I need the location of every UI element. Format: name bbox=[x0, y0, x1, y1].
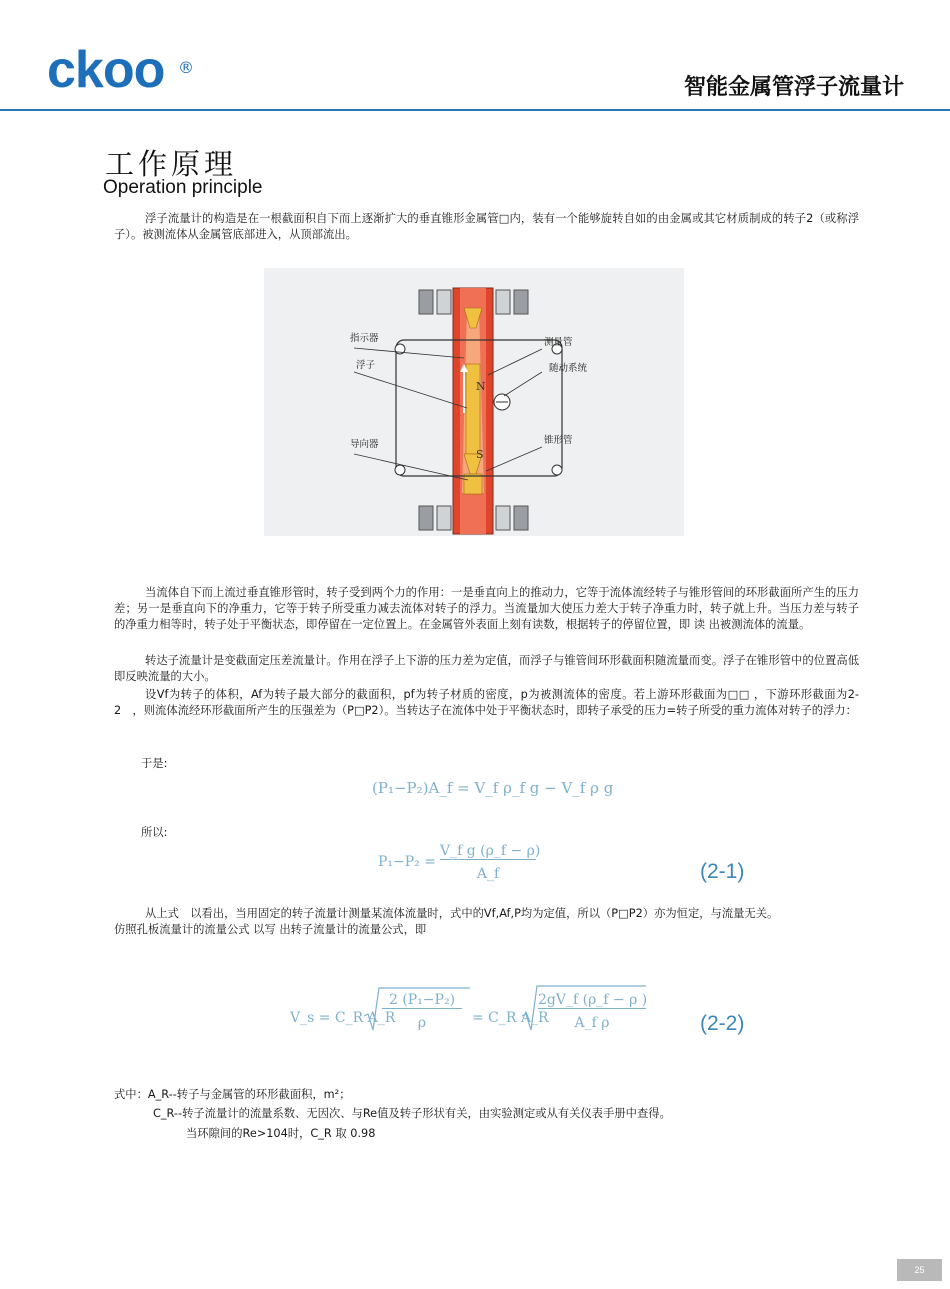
formula-2-2-denominator-1: ρ bbox=[417, 1015, 427, 1031]
label-follower-system: 随动系统 bbox=[549, 363, 588, 374]
body-paragraph-3: 设Vf为转子的体积，Af为转子最大部分的截面积，pf为转子材质的密度，p为被测流体的密度。若上游环形截面为□□ ，下游环形截面为2-2 ，则流体流经环形截面所产生的压强差为（P□P2）。当转达子在流体中处于平衡状态时，即转子承受的压力=转子所受的重力流体对转子的浮力： bbox=[114, 688, 859, 717]
formula-2-2-numerator-1: 2 (P₁−P₂) bbox=[382, 992, 462, 1009]
label-suoyi: 所以: bbox=[141, 826, 168, 839]
brand-logo: ckoo bbox=[47, 41, 165, 99]
formula-2-1-denominator: A_f bbox=[476, 866, 500, 882]
body-paragraph-4a: 从上式 以看出，当用固定的转子流量计测量某流体流量时，式中的Vf,Af,P均为定值，所以（P□P2）亦为恒定，与流量无关。 bbox=[145, 907, 779, 920]
label-indicator: 指示器 bbox=[350, 333, 379, 344]
formula-2-1-lhs: P₁−P₂ = bbox=[378, 854, 436, 870]
definition-ar: 式中：A_R--转子与金属管的环形截面积，m²； bbox=[114, 1088, 351, 1101]
label-cone-tube: 锥形管 bbox=[544, 435, 573, 446]
header-divider bbox=[0, 109, 950, 111]
section-title-zh: 工作原理 bbox=[105, 147, 238, 181]
equation-number-2-2: (2-2) bbox=[700, 1012, 745, 1035]
registered-mark: ® bbox=[178, 58, 194, 77]
formula-2-2-mid: = C_R A_R bbox=[472, 1010, 549, 1026]
flowmeter-diagram bbox=[264, 268, 684, 536]
product-title: 智能金属管浮子流量计 bbox=[683, 75, 904, 100]
magnet-n-label: N bbox=[476, 380, 486, 393]
formula-2-1-numerator: V_f g (ρ_f − ρ) bbox=[440, 843, 541, 859]
flowmeter-schematic-svg bbox=[264, 268, 684, 536]
formula-force-balance: (P₁−P₂)A_f = V_f ρ_f g − V_f ρ g bbox=[372, 779, 614, 797]
body-paragraph-1: 当流体自下而上流过垂直锥形管时，转子受到两个力的作用：一是垂直向上的推动力，它等于流体流经转子与锥形管间的环形截面所产生的压力差；另一是垂直向下的净重力，它等于转子所受重力减去流体对转子的浮力。当流量加大使压力差大于转子净重力时，转子就上升。当压力差与转子的净重力相等时，转子处于平衡状态，即停留在一定位置上。在金属管外表面上刻有读数，根据转子的停留位置，即 读 出被测流体的流量。 bbox=[114, 586, 859, 631]
formula-2-2-numerator-2: 2gV_f (ρ_f − ρ ) bbox=[538, 992, 648, 1008]
magnet-s-label: S bbox=[476, 448, 484, 461]
page-number: 25 bbox=[897, 1259, 942, 1281]
definition-cr: C_R--转子流量计的流量系数、无因次、与Re值及转子形状有关，由实验测定或从有关仪表手册中查得。 bbox=[153, 1107, 671, 1120]
intro-paragraph: 浮子流量计的构造是在一根截面积自下而上逐渐扩大的垂直锥形金属管□内，装有一个能够旋转自如的由金属或其它材质制成的转子2（或称浮子）。被测流体从金属管底部进入，从顶部流出。 bbox=[114, 212, 859, 241]
label-measuring-tube: 测量管 bbox=[544, 337, 573, 348]
body-paragraph-4b: 仿照孔板流量计的流量公式 以写 出转子流量计的流量公式，即 bbox=[114, 923, 427, 936]
label-yushi: 于是: bbox=[141, 757, 168, 770]
formula-2-2-lhs: V_s = C_R A_R bbox=[290, 1010, 396, 1026]
label-float: 浮子 bbox=[356, 360, 376, 371]
formula-2-2-denominator-2: A_f ρ bbox=[574, 1015, 610, 1031]
body-paragraph-2: 转达子流量计是变截面定压差流量计。作用在浮子上下游的压力差为定值，而浮子与锥管间环形截面积随流量而变。浮子在锥形管中的位置高低即反映流量的大小。 bbox=[114, 654, 859, 683]
label-guide: 导向器 bbox=[350, 439, 379, 450]
equation-number-2-1: (2-1) bbox=[700, 860, 745, 883]
section-title-en: Operation principle bbox=[103, 177, 263, 198]
definition-re: 当环隙间的Re>104时，C_R 取 0.98 bbox=[186, 1127, 376, 1140]
